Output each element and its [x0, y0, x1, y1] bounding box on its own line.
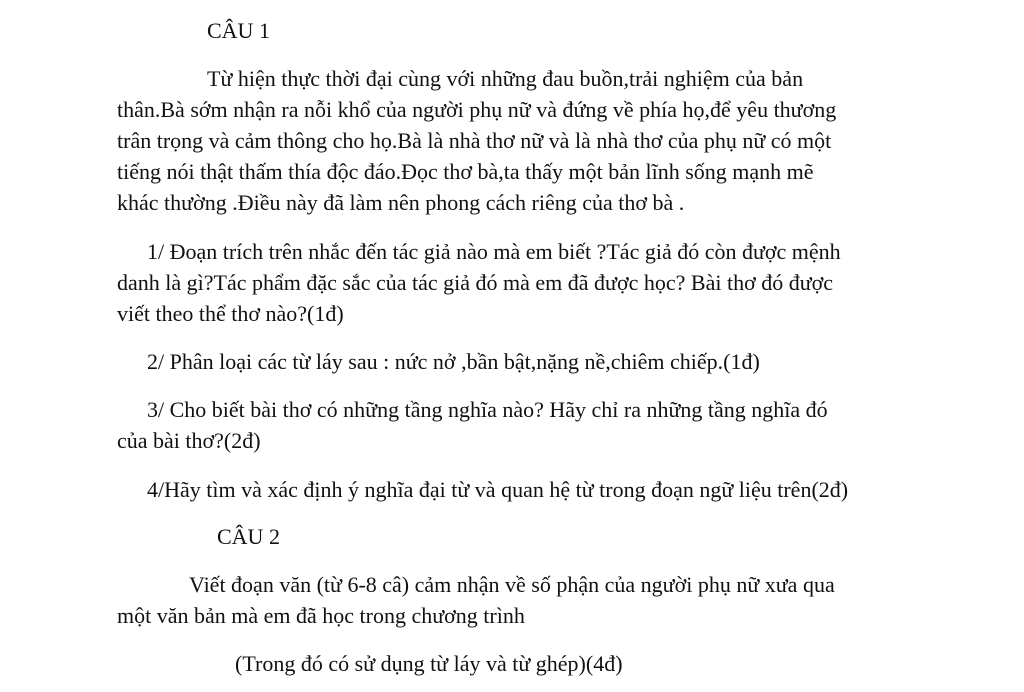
passage-line: khác thường .Điều này đã làm nên phong cách riêng của thơ bà .	[117, 190, 685, 215]
passage-line: tiếng nói thật thấm thía độc đáo.Đọc thơ bà,ta thấy một bản lĩnh sống mạnh mẽ	[117, 159, 814, 184]
prompt-line: một văn bản mà em đã học trong chương trình	[117, 603, 525, 628]
cau2-heading: CÂU 2	[217, 524, 280, 549]
question-line: 3/ Cho biết bài thơ có những tầng nghĩa nào? Hãy chỉ ra những tầng nghĩa đó	[147, 397, 828, 422]
passage-line: trân trọng và cảm thông cho họ.Bà là nhà thơ nữ và là nhà thơ của phụ nữ có một	[117, 128, 832, 153]
cau2-note: (Trong đó có sử dụng từ láy và từ ghép)(4đ)	[235, 651, 623, 676]
question-line: danh là gì?Tác phẩm đặc sắc của tác giả đó mà em đã được học? Bài thơ đó được	[117, 270, 834, 295]
passage-line: Từ hiện thực thời đại cùng với những đau buồn,trải nghiệm của bản	[207, 66, 804, 91]
question-4: 4/Hãy tìm và xác định ý nghĩa đại từ và quan hệ từ trong đoạn ngữ liệu trên(2đ)	[147, 477, 849, 502]
question-line: của bài thơ?(2đ)	[117, 428, 261, 453]
question-line: 1/ Đoạn trích trên nhắc đến tác giả nào mà em biết ?Tác giả đó còn được mệnh	[147, 239, 841, 264]
question-line: viết theo thể thơ nào?(1đ)	[117, 301, 344, 326]
passage-line: thân.Bà sớm nhận ra nỗi khổ của người phụ nữ và đứng về phía họ,để yêu thương	[117, 97, 837, 122]
cau1-heading: CÂU 1	[207, 18, 270, 43]
question-2: 2/ Phân loại các từ láy sau : nức nở ,bần bật,nặng nề,chiêm chiếp.(1đ)	[147, 349, 760, 374]
prompt-line: Viết đoạn văn (từ 6-8 câ) cảm nhận về số phận của người phụ nữ xưa qua	[189, 572, 835, 597]
